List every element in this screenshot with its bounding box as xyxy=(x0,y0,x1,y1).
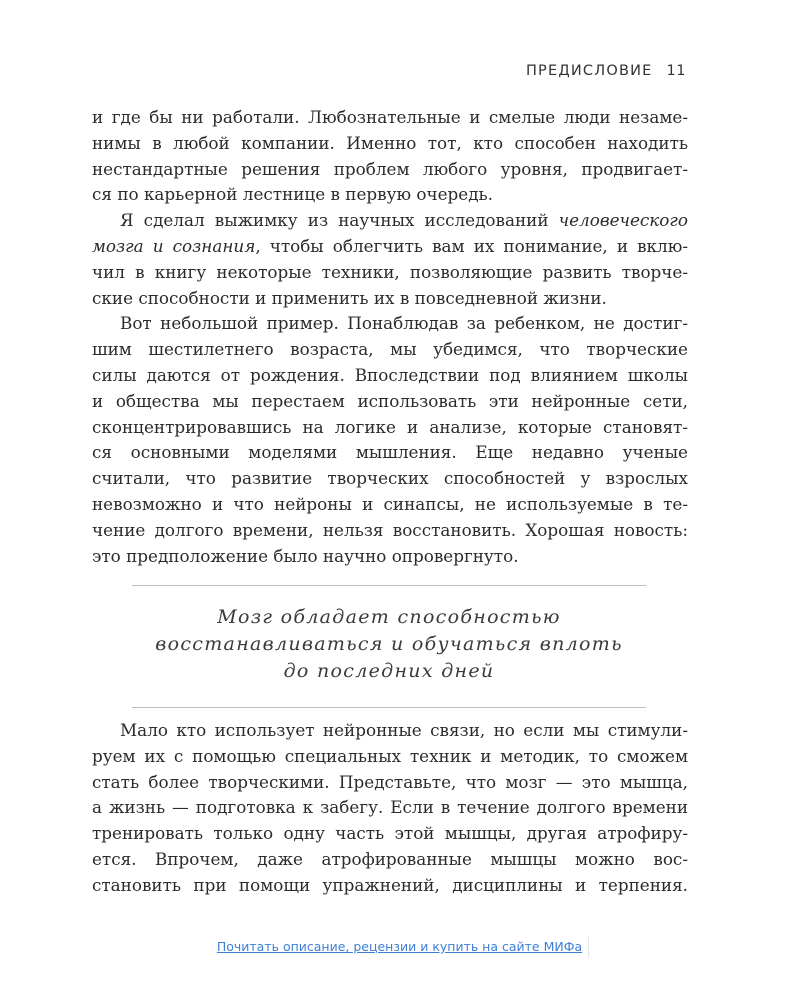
paragraph-4 xyxy=(92,718,688,899)
pull-quote-line: восстанавливаться и обучаться вплоть xyxy=(155,633,623,655)
section-title: ПРЕДИСЛОВИЕ xyxy=(525,63,653,79)
text-line: ся основными моделями мышления. Еще недавно ученые xyxy=(92,442,688,463)
text-line: становить при помощи упражнений, дисциплины и терпения. xyxy=(92,874,688,895)
text-line: невозможно и что нейроны и синапсы, не используемые в те- xyxy=(92,493,688,514)
text-line: стать более творческими. Представьте, что мозг — это мышца, xyxy=(92,771,688,792)
emphasis: мозга и сознания xyxy=(92,235,256,256)
running-head xyxy=(526,63,686,79)
text-line: ские способности и применить их в повседневной жизни. xyxy=(92,287,607,308)
text-line: сконцентрировавшись на логике и анализе, которые становят- xyxy=(92,416,688,437)
text-line: ся по карьерной лестнице в первую очередь. xyxy=(92,184,494,205)
after-quote-text xyxy=(92,718,688,899)
text-line: Вот небольшой пример. Понаблюдав за ребенком, не достиг- xyxy=(120,313,688,334)
text-line xyxy=(92,208,688,234)
pull-quote-line: Мозг обладает способностью xyxy=(217,606,561,628)
paragraph-3 xyxy=(92,311,688,569)
paragraph-1 xyxy=(92,105,688,208)
text-line: ется. Впрочем, даже атрофированные мышцы можно вос- xyxy=(92,848,688,869)
paragraph-2 xyxy=(92,208,688,311)
text-line: Мало кто использует нейронные связи, но если мы стимули- xyxy=(120,720,688,740)
text-line: чил в книгу некоторые техники, позволяющие развить творче- xyxy=(92,261,688,282)
buy-book-link[interactable]: Почитать описание, рецензии и купить на сайте МИФа xyxy=(211,936,589,957)
text-line: руем их с помощью специальных техник и методик, то сможем xyxy=(92,745,688,766)
text-line xyxy=(92,234,688,260)
text-line: и где бы ни работали. Любознательные и смелые люди незаме- xyxy=(92,107,688,127)
text-run: Я сделал выжимку из научных исследований xyxy=(120,210,559,231)
text-line: а жизнь — подготовка к забегу. Если в течение долгого времени xyxy=(92,797,688,818)
pull-quote-line: до последних дней xyxy=(283,660,495,682)
text-line: и общества мы перестаем использовать эти нейронные сети, xyxy=(92,390,688,411)
text-line: шим шестилетнего возраста, мы убедимся, что творческие xyxy=(92,339,688,360)
text-line: нестандартные решения проблем любого уровня, продвигает- xyxy=(92,158,688,179)
text-line: это предположение было научно опровергнуто. xyxy=(92,545,519,566)
emphasis: человеческого xyxy=(558,210,688,231)
footer xyxy=(0,936,800,957)
text-line: тренировать только одну часть этой мышцы, другая атрофиру- xyxy=(92,823,688,844)
text-line: нимы в любой компании. Именно тот, кто способен находить xyxy=(92,132,688,153)
text-line: силы даются от рождения. Впоследствии под влиянием школы xyxy=(92,364,688,385)
page-number: 11 xyxy=(666,63,686,79)
text-line: считали, что развитие творческих способностей у взрослых xyxy=(92,468,688,489)
text-line: чение долгого времени, нельзя восстановить. Хорошая новость: xyxy=(92,519,688,540)
main-text xyxy=(92,105,688,569)
pull-quote xyxy=(132,585,646,708)
text-run: , чтобы облегчить вам их понимание, и вклю- xyxy=(255,235,688,256)
